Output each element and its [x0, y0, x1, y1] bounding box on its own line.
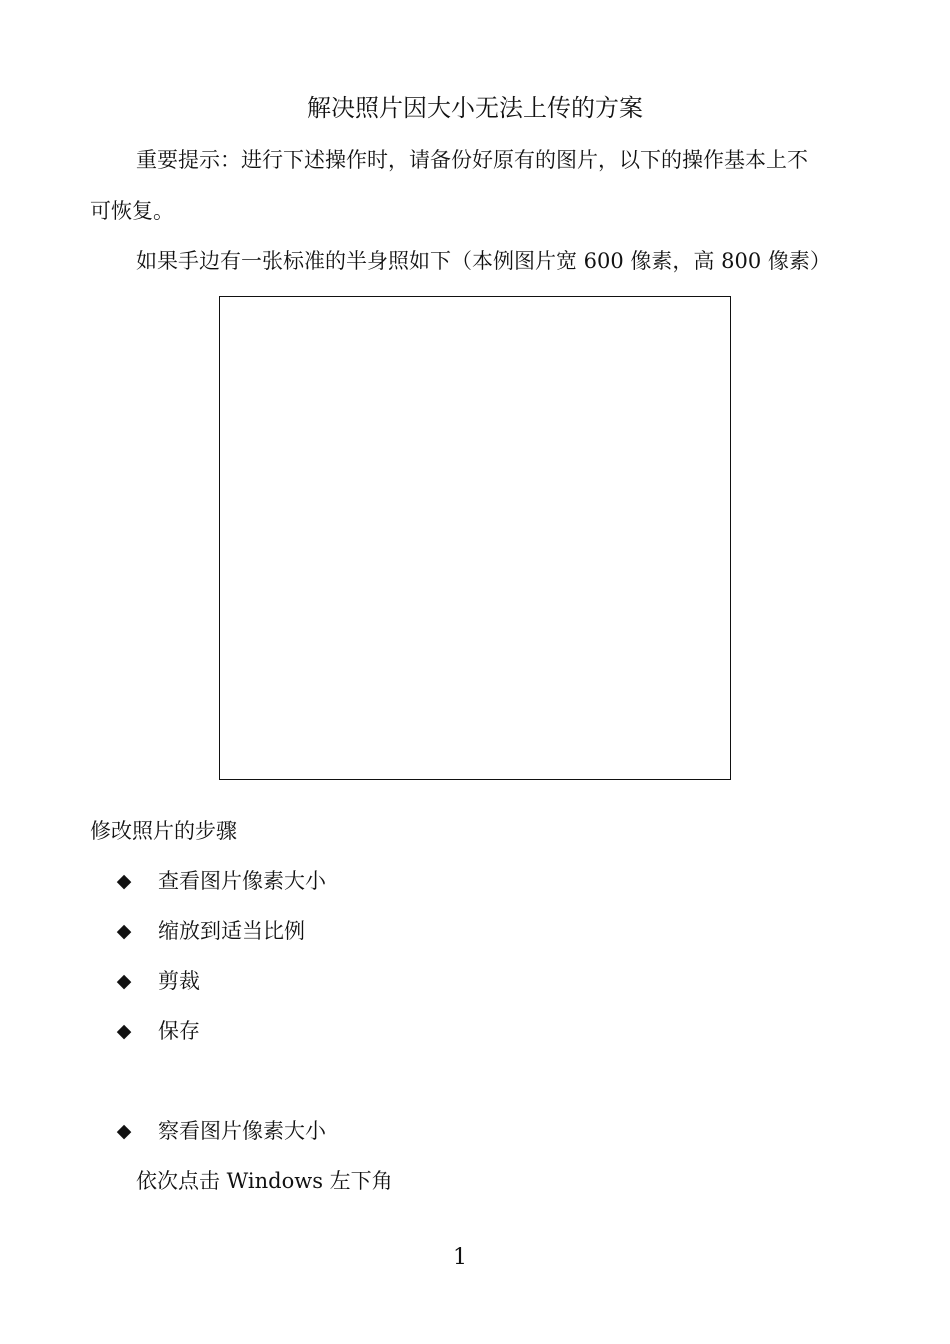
steps-heading: 修改照片的步骤	[90, 819, 237, 843]
step-item	[114, 867, 326, 895]
notice-line-2: 可恢复。	[90, 199, 174, 223]
step-label: 缩放到适当比例	[158, 919, 305, 943]
step-item	[114, 1017, 200, 1045]
page-number: 1	[453, 1245, 467, 1270]
step-item	[114, 917, 305, 945]
section-heading-label: 察看图片像素大小	[158, 1119, 326, 1143]
diamond-bullet-icon: ◆	[116, 1120, 132, 1142]
notice-line-1: 重要提示：进行下述操作时，请备份好原有的图片，以下的操作基本上不	[136, 148, 808, 172]
diamond-bullet-icon: ◆	[116, 970, 132, 992]
diamond-bullet-icon: ◆	[116, 1020, 132, 1042]
diamond-bullet-icon: ◆	[116, 870, 132, 892]
step-label: 剪裁	[158, 969, 200, 993]
section-heading	[114, 1117, 326, 1145]
intro-paragraph: 如果手边有一张标准的半身照如下（本例图片宽 600 像素，高 800 像素）	[136, 249, 831, 273]
diamond-bullet-icon: ◆	[116, 920, 132, 942]
section-paragraph: 依次点击 Windows 左下角	[136, 1169, 393, 1193]
step-label: 查看图片像素大小	[158, 869, 326, 893]
step-item	[114, 967, 200, 995]
document-title: 解决照片因大小无法上传的方案	[307, 94, 643, 122]
photo-placeholder-frame	[219, 296, 731, 780]
step-label: 保存	[158, 1019, 200, 1043]
